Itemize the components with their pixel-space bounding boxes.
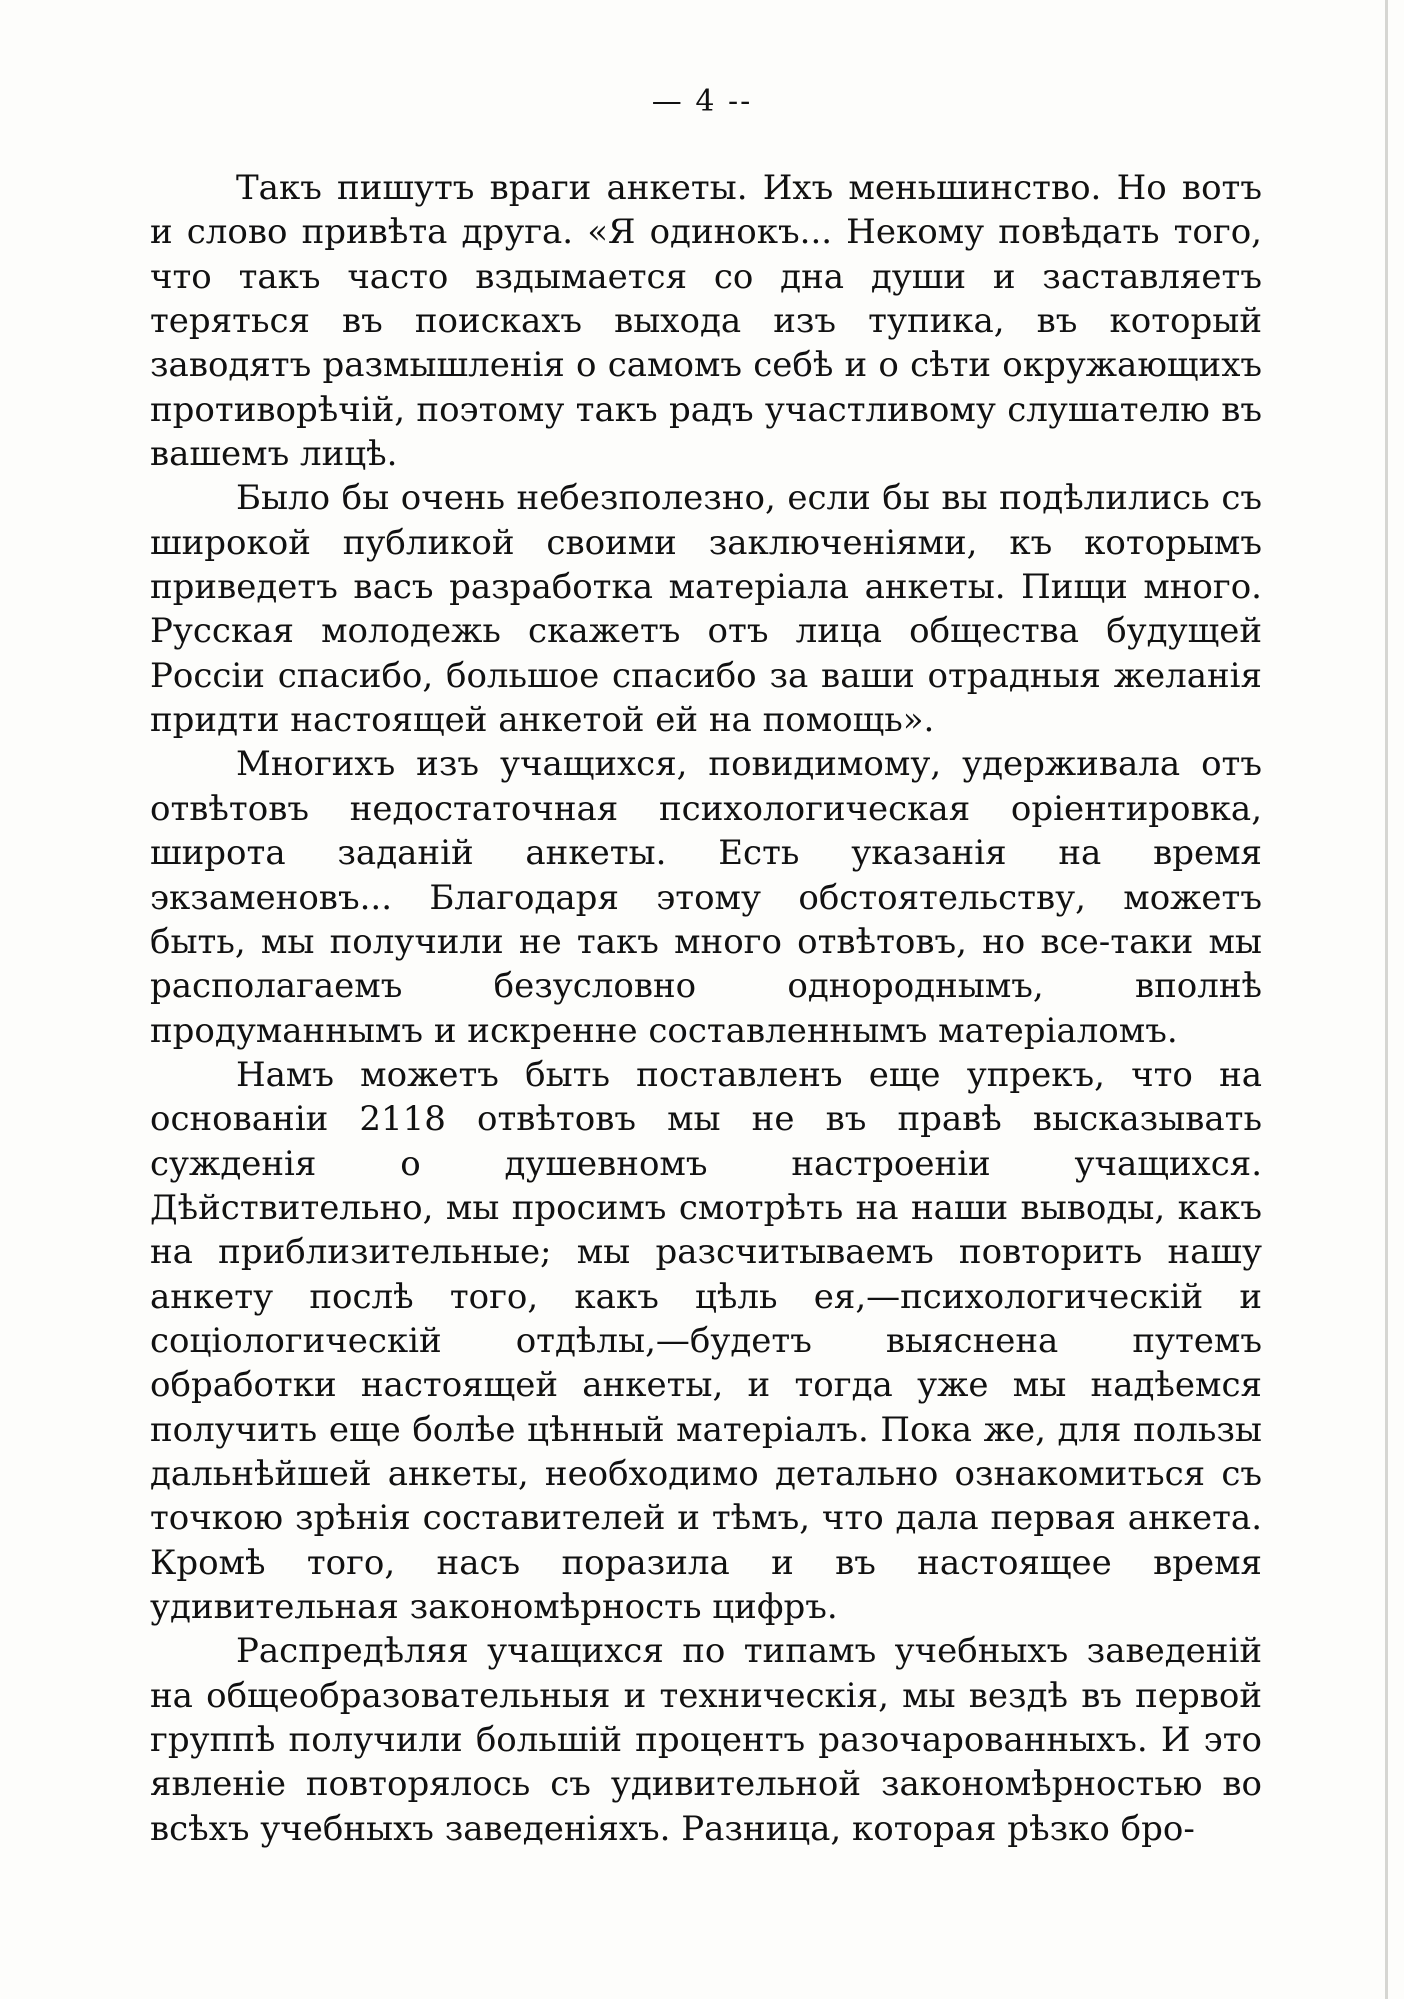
paragraph-3: Многихъ изъ учащихся, повидимому, удерживала отъ отвѣтовъ недостаточная психологическая оріентировка, широта заданій анкеты. Есть указанія на время экзаменовъ... Благодаря этому обстоятельству, можетъ быть, мы получили не такъ много отвѣтовъ, но все-таки мы располагаемъ безусловно однороднымъ, вполнѣ продуманнымъ и искренне составленнымъ матеріаломъ. (150, 744, 1262, 1051)
page-edge-shadow (1385, 0, 1388, 1999)
page-number: — 4 -- (651, 84, 753, 119)
paragraph-1: Такъ пишутъ враги анкеты. Ихъ меньшинство. Но вотъ и слово привѣта друга. «Я одинокъ... Некому повѣдать того, что такъ часто вздымается со дна души и заставляетъ теряться въ поискахъ выхода изъ тупика, въ который заводятъ размышленія о самомъ себѣ и о сѣти окружающихъ противорѣчій, поэтому такъ радъ участливому слушателю въ вашемъ лицѣ. (150, 168, 1262, 475)
paragraph-2: Было бы очень небезполезно, если бы вы подѣлились съ широкой публикой своими заключеніями, къ которымъ приведетъ васъ разработка матеріала анкеты. Пищи много. Русская молодежь скажетъ отъ лица общества будущей Россіи спасибо, большое спасибо за ваши отрадныя желанія придти настоящей анкетой ей на помощь». (150, 478, 1262, 741)
paragraph-4: Намъ можетъ быть поставленъ еще упрекъ, что на основаніи 2118 отвѣтовъ мы не въ правѣ высказывать сужденія о душевномъ настроеніи учащихся. Дѣйствительно, мы просимъ смотрѣть на наши выводы, какъ на приблизительные; мы разсчитываемъ повторить нашу анкету послѣ того, какъ цѣль ея,—психологическій и соціологическій отдѣлы,—будетъ выяснена путемъ обработки настоящей анкеты, и тогда уже мы надѣемся получить еще болѣе цѣнный матеріалъ. Пока же, для пользы дальнѣйшей анкеты, необходимо детально ознакомиться съ точкою зрѣнія составителей и тѣмъ, что дала первая анкета. Кромѣ того, насъ поразила и въ настоящее время удивительная закономѣрность цифръ. (150, 1054, 1262, 1627)
paragraph-5: Распредѣляя учащихся по типамъ учебныхъ заведеній на общеобразовательныя и техническія, мы вездѣ въ первой группѣ получили большій процентъ разочарованныхъ. И это явленіе повторялось съ удивительной закономѣрностью во всѣхъ учебныхъ заведеніяхъ. Разница, которая рѣзко бро- (150, 1631, 1262, 1849)
text-body (150, 166, 1262, 1851)
